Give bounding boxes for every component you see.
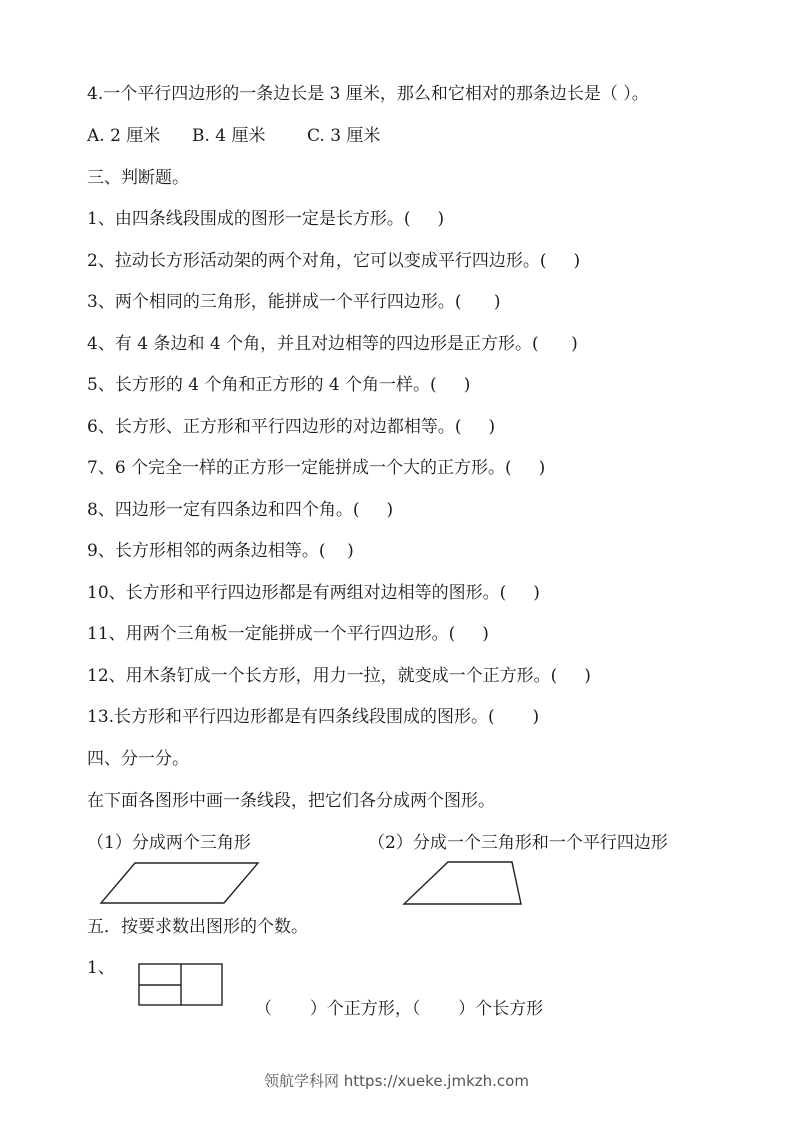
judgement-item: 8、四边形一定有四条边和四个角。( ) <box>87 500 394 520</box>
section5-title: 五．按要求数出图形的个数。 <box>87 917 308 937</box>
section3-title: 三、判断题。 <box>87 168 189 188</box>
q4-text: 4.一个平行四边形的一条边长是 3 厘米，那么和它相对的那条边长是（ ）。 <box>87 84 649 104</box>
section4-part2-label: （2）分成一个三角形和一个平行四边形 <box>368 833 668 853</box>
judgement-item: 9、长方形相邻的两条边相等。( ) <box>87 541 354 561</box>
grid-figure <box>139 964 222 1005</box>
judgement-item: 2、拉动长方形活动架的两个对角，它可以变成平行四边形。( ) <box>87 251 581 271</box>
judgement-item: 7、6 个完全一样的正方形一定能拼成一个大的正方形。( ) <box>87 458 546 478</box>
judgement-item: 5、长方形的 4 个角和正方形的 4 个角一样。( ) <box>87 375 471 395</box>
judgement-item: 13.长方形和平行四边形都是有四条线段围成的图形。( ) <box>87 707 540 727</box>
section5-q1-answer: （ ）个正方形，（ ）个长方形 <box>255 999 544 1019</box>
judgement-item: 4、有 4 条边和 4 个角，并且对边相等的四边形是正方形。( ) <box>87 334 578 354</box>
judgement-item: 12、用木条钉成一个长方形，用力一拉，就变成一个正方形。( ) <box>87 666 591 686</box>
section4-part1-label: （1）分成两个三角形 <box>87 833 251 853</box>
q4-option-a: A. 2 厘米 <box>87 126 161 146</box>
section4-title: 四、分一分。 <box>87 749 189 769</box>
parallelogram-shape <box>101 863 258 903</box>
q4-option-b: B. 4 厘米 <box>192 126 266 146</box>
judgement-item: 6、长方形、正方形和平行四边形的对边都相等。( ) <box>87 417 496 437</box>
judgement-item: 11、用两个三角板一定能拼成一个平行四边形。( ) <box>87 624 489 644</box>
section5-q1-label: 1、 <box>87 958 115 978</box>
trapezoid-shape <box>404 862 521 904</box>
judgement-item: 10、长方形和平行四边形都是有两组对边相等的图形。( ) <box>87 583 540 603</box>
judgement-item: 1、由四条线段围成的图形一定是长方形。( ) <box>87 209 445 229</box>
section4-instruction: 在下面各图形中画一条线段，把它们各分成两个图形。 <box>87 791 495 811</box>
footer-watermark: 领航学科网 https://xueke.jmkzh.com <box>264 1072 529 1090</box>
judgement-item: 3、两个相同的三角形，能拼成一个平行四边形。( ) <box>87 292 501 312</box>
q4-option-c: C. 3 厘米 <box>307 126 381 146</box>
